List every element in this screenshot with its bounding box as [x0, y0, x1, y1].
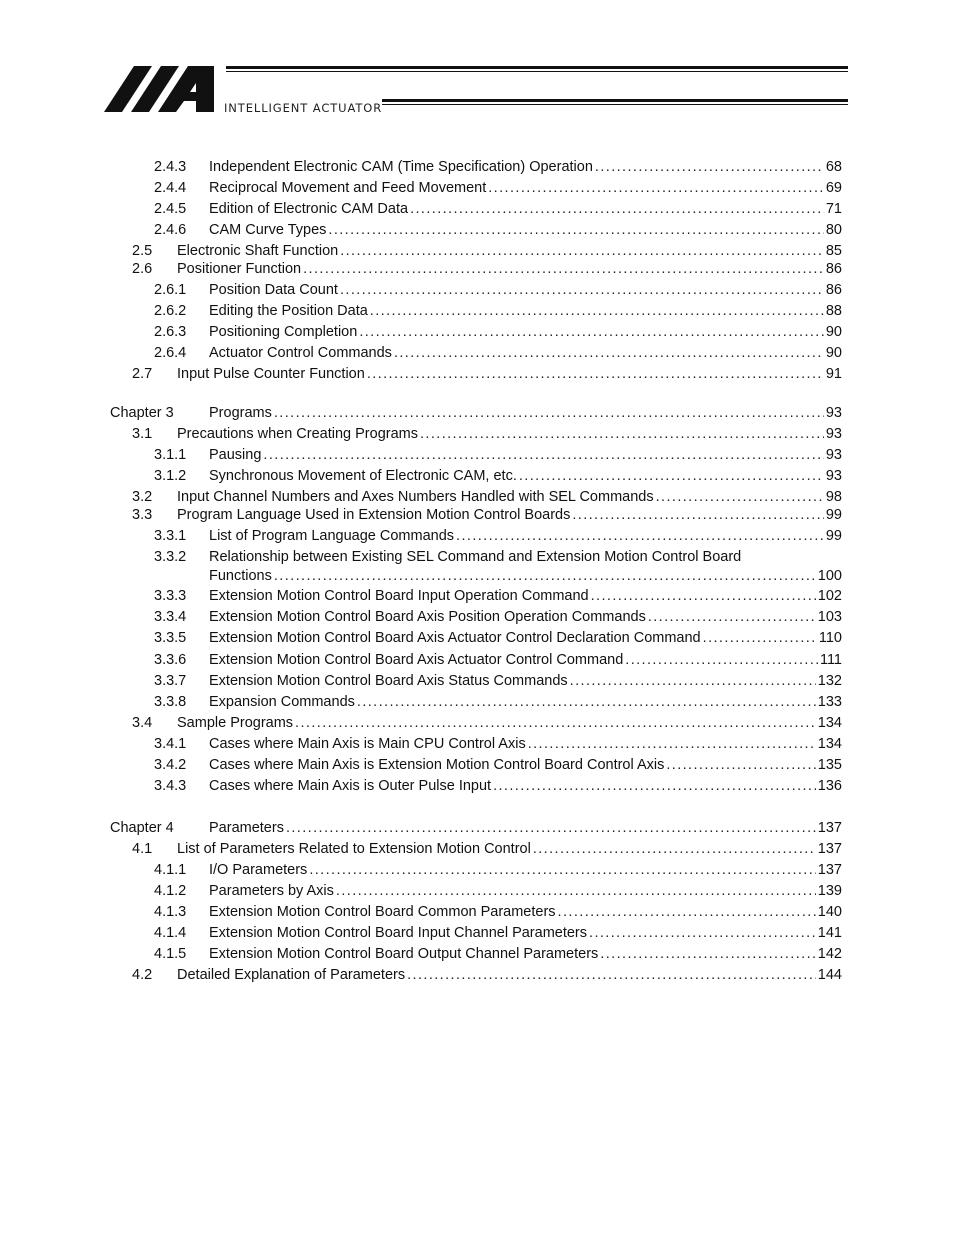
toc-entry[interactable] — [0, 735, 954, 754]
toc-entry-page-number: 69 — [825, 180, 842, 196]
toc-dot-leader — [528, 735, 816, 754]
toc-entry-number: 3.3.5 — [154, 630, 187, 646]
toc-entry-number: 4.1.3 — [154, 904, 187, 920]
toc-entry[interactable] — [0, 344, 954, 363]
toc-entry-number: 3.1.2 — [154, 468, 187, 484]
toc-entry-number: 2.4.4 — [154, 180, 187, 196]
toc-entry-number: Chapter 4 — [110, 820, 174, 836]
toc-entry-leader-line — [209, 924, 842, 943]
toc-entry-leader-line — [209, 221, 842, 240]
toc-entry-page-number: 111 — [819, 652, 842, 668]
page-header — [0, 0, 954, 130]
toc-entry-page-number: 86 — [825, 261, 842, 277]
toc-dot-leader — [309, 861, 815, 880]
toc-entry-page-number: 132 — [817, 673, 842, 689]
toc-entry[interactable] — [0, 446, 954, 465]
toc-entry-page-number: 142 — [817, 946, 842, 962]
header-rule-top-thick — [226, 66, 848, 69]
toc-entry-title: Actuator Control Commands — [209, 345, 392, 361]
toc-dot-leader — [340, 281, 824, 300]
toc-entry[interactable] — [0, 840, 954, 859]
toc-entry[interactable] — [0, 945, 954, 964]
toc-entry[interactable] — [0, 302, 954, 321]
toc-entry[interactable] — [0, 221, 954, 240]
toc-entry-number: 2.5 — [132, 243, 153, 259]
toc-dot-leader — [456, 527, 824, 546]
toc-entry[interactable] — [0, 467, 954, 486]
toc-entry[interactable] — [0, 260, 954, 279]
toc-entry-number: 2.7 — [132, 366, 153, 382]
toc-entry-page-number: 68 — [825, 159, 842, 175]
toc-entry-leader-line — [177, 966, 842, 985]
toc-entry-number: 3.3.3 — [154, 588, 187, 604]
toc-entry-number: 2.6.2 — [154, 303, 187, 319]
toc-entry-leader-line — [209, 446, 842, 465]
toc-entry[interactable] — [0, 756, 954, 775]
toc-entry[interactable] — [0, 506, 954, 525]
toc-entry-leader-line — [209, 608, 842, 627]
toc-entry-page-number: 80 — [825, 222, 842, 238]
toc-entry-title: Extension Motion Control Board Input Operation Command — [209, 588, 589, 604]
toc-entry[interactable] — [0, 903, 954, 922]
toc-dot-leader — [570, 672, 816, 691]
toc-entry[interactable] — [0, 777, 954, 796]
toc-entry-title: Detailed Explanation of Parameters — [177, 967, 406, 983]
toc-dot-leader — [336, 882, 816, 901]
toc-entry-page-number: 91 — [825, 366, 842, 382]
toc-entry-number: 3.3.6 — [154, 652, 187, 668]
toc-entry-title: CAM Curve Types — [209, 222, 327, 238]
toc-entry-leader-line — [209, 281, 842, 300]
toc-entry-number: 2.4.3 — [154, 159, 187, 175]
toc-entry-title: Precautions when Creating Programs — [177, 426, 418, 442]
toc-dot-leader — [410, 200, 824, 219]
iai-logo — [104, 63, 224, 113]
toc-entry-page-number: 137 — [817, 862, 842, 878]
toc-entry-leader-line — [177, 365, 842, 384]
toc-entry-number: 4.1.2 — [154, 883, 187, 899]
toc-entry-title: Positioning Completion — [209, 324, 358, 340]
toc-entry-leader-line — [209, 777, 842, 796]
toc-dot-leader — [625, 651, 818, 670]
toc-entry-leader-line — [209, 945, 842, 964]
toc-entry[interactable] — [0, 488, 954, 507]
toc-entry-page-number: 137 — [817, 820, 842, 836]
toc-entry[interactable] — [0, 966, 954, 985]
toc-dot-leader — [394, 344, 824, 363]
toc-entry[interactable] — [0, 281, 954, 300]
toc-dot-leader — [572, 506, 824, 525]
toc-entry-page-number: 93 — [825, 405, 842, 421]
toc-dot-leader — [367, 365, 824, 384]
toc-entry-page-number: 134 — [817, 736, 842, 752]
toc-entry-title: Reciprocal Movement and Feed Movement — [209, 180, 487, 196]
toc-entry-title: Pausing — [209, 447, 262, 463]
toc-dot-leader — [666, 756, 815, 775]
toc-entry-leader-line — [209, 158, 842, 177]
toc-entry-title: Cases where Main Axis is Extension Motion Control Board Control Axis — [209, 757, 665, 773]
toc-entry-title: Parameters — [209, 820, 284, 836]
toc-entry-leader-line — [209, 179, 842, 198]
toc-entry-page-number: 136 — [817, 778, 842, 794]
toc-entry-title: Sample Programs — [177, 715, 294, 731]
toc-entry-title: Electronic Shaft Function — [177, 243, 339, 259]
toc-entry-leader-line — [177, 488, 842, 507]
toc-entry-title: Cases where Main Axis is Outer Pulse Input — [209, 778, 492, 794]
toc-entry-title: Positioner Function — [177, 261, 302, 277]
toc-entry-page-number: 93 — [825, 447, 842, 463]
header-rule-top-thin — [226, 71, 848, 72]
toc-entry-page-number: 139 — [817, 883, 842, 899]
toc-entry[interactable] — [0, 714, 954, 733]
toc-dot-leader — [600, 945, 816, 964]
toc-entry-page-number: 86 — [825, 282, 842, 298]
toc-entry-number: 2.6.3 — [154, 324, 187, 340]
logo-text: INTELLIGENT ACTUATOR — [224, 101, 383, 115]
toc-entry[interactable] — [0, 882, 954, 901]
toc-dot-leader — [286, 819, 816, 838]
toc-entry-leader-line — [177, 506, 842, 525]
toc-entry-leader-line — [209, 903, 842, 922]
toc-entry[interactable] — [0, 242, 954, 261]
toc-entry-title: Extension Motion Control Board Axis Actuator Control Declaration Command — [209, 630, 701, 646]
toc-entry-leader-line — [177, 425, 842, 444]
toc-entry-title: Expansion Commands — [209, 694, 355, 710]
toc-entry-title: Cases where Main Axis is Main CPU Control Axis — [209, 736, 526, 752]
toc-dot-leader — [340, 242, 824, 261]
toc-entry-leader-line — [209, 467, 842, 486]
toc-entry-page-number: 99 — [825, 507, 842, 523]
toc-dot-leader — [648, 608, 816, 627]
toc-entry[interactable] — [0, 158, 954, 177]
toc-entry[interactable] — [0, 587, 954, 606]
toc-entry-number: 4.1.4 — [154, 925, 187, 941]
toc-dot-leader — [589, 924, 816, 943]
toc-entry-number: 4.1 — [132, 841, 153, 857]
toc-entry-title: Extension Motion Control Board Axis Status Commands — [209, 673, 568, 689]
toc-entry-title: Extension Motion Control Board Output Channel Parameters — [209, 946, 599, 962]
toc-dot-leader — [274, 404, 824, 423]
toc-entry-page-number: 141 — [817, 925, 842, 941]
toc-entry-number: 3.1.1 — [154, 447, 187, 463]
toc-entry-page-number: 93 — [825, 468, 842, 484]
toc-dot-leader — [519, 467, 824, 486]
toc-dot-leader — [591, 587, 816, 606]
toc-entry-number: 3.3 — [132, 507, 153, 523]
toc-entry-leader-line — [209, 200, 842, 219]
toc-dot-leader — [488, 179, 824, 198]
toc-entry[interactable] — [0, 548, 954, 584]
toc-entry[interactable] — [0, 365, 954, 384]
toc-entry-page-number: 98 — [825, 489, 842, 505]
toc-entry-page-number: 134 — [817, 715, 842, 731]
toc-entry-leader-line — [209, 323, 842, 342]
toc-entry[interactable] — [0, 527, 954, 546]
toc-entry-title: List of Parameters Related to Extension Motion Control — [177, 841, 531, 857]
toc-entry-title: Editing the Position Data — [209, 303, 368, 319]
toc-entry-title: Relationship between Existing SEL Command and Extension Motion Control Board — [209, 549, 742, 565]
toc-entry-title: Position Data Count — [209, 282, 338, 298]
toc-entry[interactable] — [0, 819, 954, 838]
toc-entry-title: Input Pulse Counter Function — [177, 366, 365, 382]
toc-entry-number: 2.4.6 — [154, 222, 187, 238]
toc-dot-leader — [359, 323, 824, 342]
toc-dot-leader — [263, 446, 823, 465]
toc-entry-title: Programs — [209, 405, 272, 421]
toc-entry-leader-line — [209, 344, 842, 363]
toc-dot-leader — [533, 840, 816, 859]
toc-entry-number: 3.4.3 — [154, 778, 187, 794]
toc-dot-leader — [274, 567, 816, 586]
toc-dot-leader — [357, 693, 816, 712]
toc-entry-leader-line — [209, 735, 842, 754]
toc-dot-leader — [656, 488, 824, 507]
toc-entry-page-number: 93 — [825, 426, 842, 442]
toc-dot-leader — [295, 714, 816, 733]
toc-entry-number: 2.4.5 — [154, 201, 187, 217]
toc-entry-number: 2.6.1 — [154, 282, 187, 298]
toc-entry-page-number: 71 — [825, 201, 842, 217]
toc-entry-number: 3.4 — [132, 715, 153, 731]
toc-entry-page-number: 103 — [817, 609, 842, 625]
toc-entry-number: 3.3.2 — [154, 549, 187, 565]
header-rule-bottom-thick — [382, 99, 848, 102]
toc-entry[interactable] — [0, 651, 954, 670]
toc-entry-number: Chapter 3 — [110, 405, 174, 421]
toc-entry[interactable] — [0, 425, 954, 444]
toc-entry-leader-line — [209, 672, 842, 691]
toc-entry-page-number: 100 — [817, 568, 842, 584]
toc-entry[interactable] — [0, 693, 954, 712]
toc-entry[interactable] — [0, 179, 954, 198]
toc-entry-number: 3.4.1 — [154, 736, 187, 752]
toc-entry-number: 3.3.7 — [154, 673, 187, 689]
toc-entry-page-number: 88 — [825, 303, 842, 319]
toc-dot-leader — [407, 966, 816, 985]
toc-entry-leader-line — [209, 819, 842, 838]
toc-entry[interactable] — [0, 608, 954, 627]
toc-dot-leader — [703, 629, 817, 648]
toc-entry[interactable] — [0, 861, 954, 880]
toc-entry[interactable] — [0, 404, 954, 423]
toc-entry-leader-line — [209, 404, 842, 423]
toc-entry-number: 3.3.8 — [154, 694, 187, 710]
toc-entry-leader-line — [209, 693, 842, 712]
toc-entry-page-number: 85 — [825, 243, 842, 259]
toc-entry-title: Functions — [209, 568, 272, 584]
toc-entry-leader-line — [177, 242, 842, 261]
toc-entry[interactable] — [0, 200, 954, 219]
toc-entry-number: 3.3.1 — [154, 528, 187, 544]
toc-entry-leader-line — [177, 260, 842, 279]
toc-entry-title: List of Program Language Commands — [209, 528, 455, 544]
toc-entry-leader-line — [209, 548, 842, 586]
toc-entry[interactable] — [0, 672, 954, 691]
toc-entry[interactable] — [0, 924, 954, 943]
toc-entry-number: 4.2 — [132, 967, 153, 983]
toc-entry-leader-line — [209, 302, 842, 321]
toc-entry-leader-line — [209, 651, 842, 670]
toc-entry-number: 3.1 — [132, 426, 153, 442]
toc-entry-title: Independent Electronic CAM (Time Specification) Operation — [209, 159, 593, 175]
toc-entry-leader-line — [209, 861, 842, 880]
toc-entry-number: 4.1.5 — [154, 946, 187, 962]
toc-entry-page-number: 110 — [818, 630, 842, 646]
toc-entry-continuation — [209, 567, 842, 586]
toc-dot-leader — [595, 158, 824, 177]
toc-entry-page-number: 90 — [825, 324, 842, 340]
toc-entry-page-number: 137 — [817, 841, 842, 857]
toc-dot-leader — [303, 260, 824, 279]
toc-entry-page-number: 133 — [817, 694, 842, 710]
toc-entry-number: 3.2 — [132, 489, 153, 505]
toc-entry-leader-line — [177, 714, 842, 733]
toc-dot-leader — [558, 903, 816, 922]
toc-entry-page-number: 102 — [817, 588, 842, 604]
toc-entry-number: 2.6.4 — [154, 345, 187, 361]
header-rule-bottom-thin — [382, 104, 848, 105]
toc-entry-number: 3.3.4 — [154, 609, 187, 625]
toc-entry-title: Extension Motion Control Board Input Channel Parameters — [209, 925, 588, 941]
toc-entry-title: I/O Parameters — [209, 862, 308, 878]
toc-entry-page-number: 140 — [817, 904, 842, 920]
toc-entry-title: Input Channel Numbers and Axes Numbers Handled with SEL Commands — [177, 489, 654, 505]
toc-dot-leader — [420, 425, 824, 444]
toc-dot-leader — [328, 221, 823, 240]
toc-entry-number: 3.4.2 — [154, 757, 187, 773]
toc-entry-title: Extension Motion Control Board Common Parameters — [209, 904, 556, 920]
toc-entry-title: Program Language Used in Extension Motion Control Boards — [177, 507, 571, 523]
toc-entry-number: 4.1.1 — [154, 862, 187, 878]
toc-entry[interactable] — [0, 629, 954, 648]
toc-entry-page-number: 90 — [825, 345, 842, 361]
toc-entry-leader-line — [209, 527, 842, 546]
toc-dot-leader — [493, 777, 816, 796]
toc-entry-title: Parameters by Axis — [209, 883, 334, 899]
toc-entry-title: Extension Motion Control Board Axis Position Operation Commands — [209, 609, 646, 625]
toc-entry-title: Synchronous Movement of Electronic CAM, etc. — [209, 468, 517, 484]
toc-entry-page-number: 144 — [817, 967, 842, 983]
toc-entry-title: Edition of Electronic CAM Data — [209, 201, 409, 217]
toc-entry[interactable] — [0, 323, 954, 342]
toc-entry-leader-line — [209, 756, 842, 775]
toc-dot-leader — [370, 302, 824, 321]
toc-entry-number: 2.6 — [132, 261, 153, 277]
toc-entry-leader-line — [209, 882, 842, 901]
toc-entry-leader-line — [177, 840, 842, 859]
toc-entry-page-number: 99 — [825, 528, 842, 544]
toc-entry-leader-line — [209, 629, 842, 648]
toc-entry-page-number: 135 — [817, 757, 842, 773]
toc-entry-leader-line — [209, 587, 842, 606]
toc-entry-title: Extension Motion Control Board Axis Actuator Control Command — [209, 652, 624, 668]
